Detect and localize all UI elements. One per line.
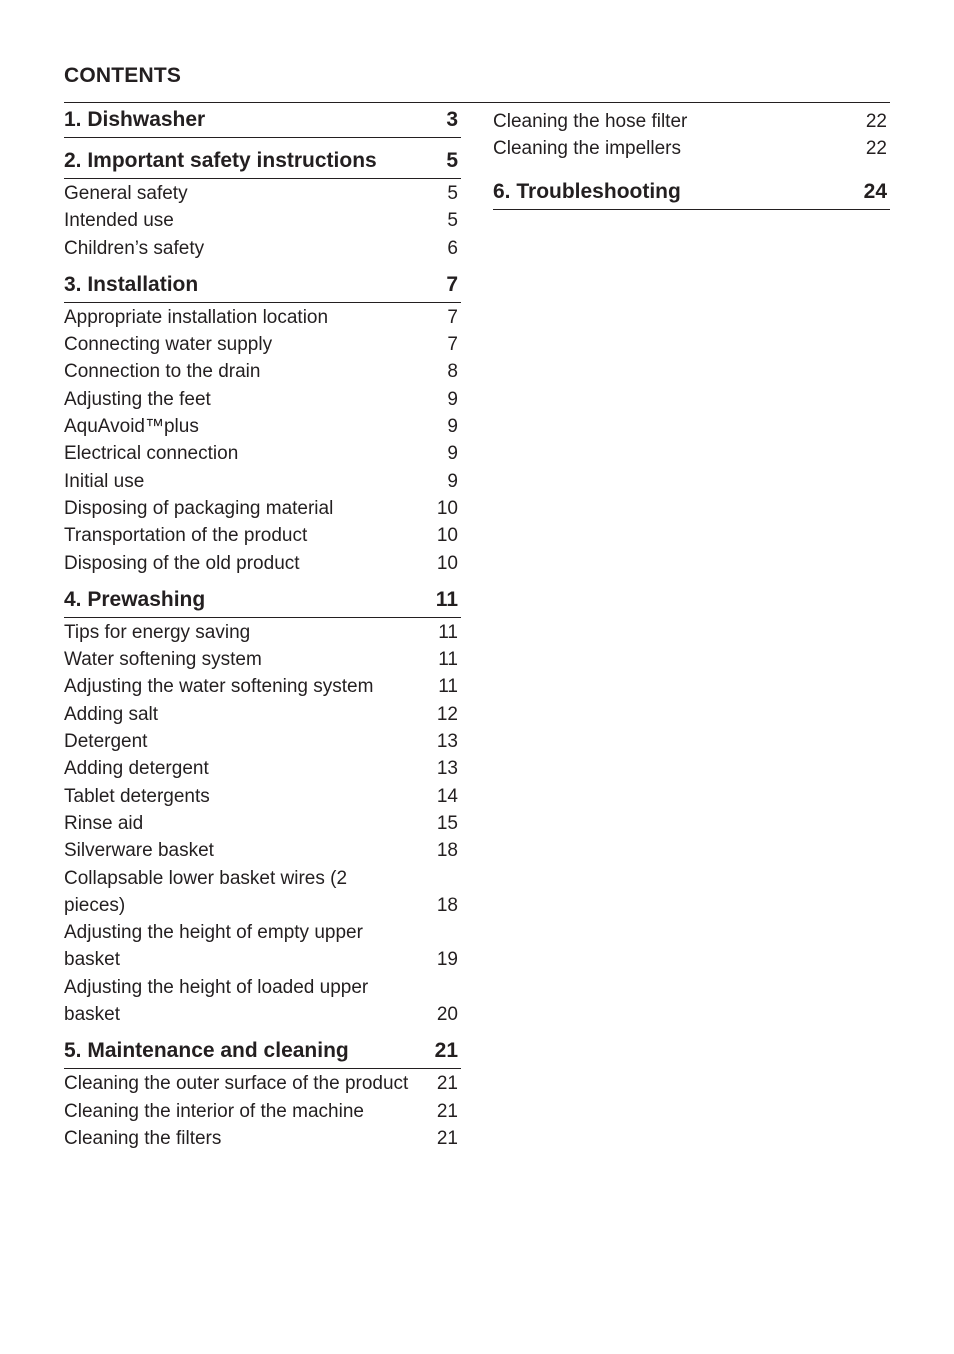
toc-entry-page: 7	[447, 334, 458, 356]
toc-entry[interactable]	[64, 495, 461, 522]
toc-entry[interactable]	[64, 974, 461, 1029]
section-heading-label: 1. Dishwasher	[64, 108, 206, 131]
toc-entry-label: Transportation of the product	[64, 525, 308, 547]
toc-entry[interactable]	[64, 865, 461, 920]
toc-entry[interactable]	[64, 619, 461, 646]
toc-entry-label: Silverware basket	[64, 840, 214, 862]
toc-entry-label: Appropriate installation location	[64, 306, 329, 328]
section-heading-page: 3	[446, 108, 458, 131]
section-heading-label: 2. Important safety instructions	[64, 149, 377, 172]
toc-entry-page: 12	[436, 703, 458, 725]
toc-entry[interactable]	[64, 180, 461, 207]
toc-entry-label: Adding salt	[64, 703, 159, 725]
toc-entry-label: Cleaning the outer surface of the product	[64, 1073, 409, 1095]
toc-entry-page: 20	[436, 1004, 458, 1026]
toc-entry-page: 19	[436, 949, 458, 971]
toc-entry-label: Connecting water supply	[64, 334, 273, 356]
section-heading-page: 7	[446, 272, 458, 296]
toc-entry-label: Cleaning the interior of the machine	[64, 1100, 364, 1122]
toc-entry[interactable]	[64, 331, 461, 358]
toc-section	[493, 175, 890, 210]
toc-entry[interactable]	[64, 358, 461, 385]
toc-section	[64, 268, 461, 577]
toc-entry-page: 18	[436, 894, 458, 916]
toc-entry-list	[64, 179, 461, 262]
toc-entry[interactable]	[64, 728, 461, 755]
toc-entry[interactable]	[64, 468, 461, 495]
toc-entry[interactable]	[64, 207, 461, 234]
section-heading-page: 21	[434, 1039, 458, 1063]
toc-entry-list	[64, 1069, 461, 1152]
toc-entry[interactable]	[64, 646, 461, 673]
toc-entry-label: Detergent	[64, 731, 148, 753]
toc-entry-page: 5	[447, 210, 458, 232]
toc-entry[interactable]	[64, 701, 461, 728]
toc-entry-label: AquAvoid™plus	[64, 416, 199, 438]
toc-entry-page: 22	[865, 138, 887, 160]
section-heading-label: 3. Installation	[64, 272, 199, 296]
toc-entry[interactable]	[493, 135, 890, 162]
toc-entry-label: Cleaning the impellers	[493, 138, 681, 160]
toc-entry[interactable]	[64, 440, 461, 467]
toc-entry-page: 5	[447, 183, 458, 204]
toc-entry-page: 21	[436, 1073, 458, 1095]
toc-entry-page: 11	[438, 649, 458, 671]
toc-section	[64, 1034, 461, 1152]
toc-entry[interactable]	[64, 919, 461, 974]
page-title: CONTENTS	[64, 64, 182, 87]
toc-entry-label: Tablet detergents	[64, 785, 210, 807]
toc-entry-page: 21	[436, 1127, 458, 1149]
toc-entry-list	[64, 303, 461, 577]
toc-entry-page: 13	[436, 758, 458, 780]
toc-entry-page: 21	[436, 1100, 458, 1122]
toc-entry-page: 10	[436, 552, 458, 574]
toc-entry[interactable]	[64, 304, 461, 331]
toc-left-column	[64, 103, 461, 1152]
toc-entry[interactable]	[64, 673, 461, 700]
toc-entry-label: Adjusting the height of empty upper basket	[64, 922, 363, 971]
toc-entry-page: 9	[447, 443, 458, 465]
toc-entry[interactable]	[64, 413, 461, 440]
toc-entry-page: 6	[447, 237, 458, 259]
toc-entry[interactable]	[64, 235, 461, 262]
toc-entry-page: 13	[436, 731, 458, 753]
toc-entry-label: Adjusting the feet	[64, 388, 211, 410]
toc-section-heading[interactable]	[493, 175, 890, 210]
toc-section-heading[interactable]	[64, 268, 461, 303]
toc-entry-label: Collapsable lower basket wires (2 pieces)	[64, 867, 348, 916]
toc-entry-page: 7	[447, 306, 458, 328]
toc-entry-page: 9	[447, 416, 458, 438]
toc-entry-page: 9	[447, 470, 458, 492]
toc-entry-label: Cleaning the hose filter	[493, 111, 688, 132]
section-heading-page: 5	[446, 149, 458, 172]
toc-entry-page: 14	[436, 785, 458, 807]
toc-entry[interactable]	[64, 755, 461, 782]
toc-section-heading[interactable]	[64, 583, 461, 618]
toc-section	[64, 583, 461, 1028]
section-spacer	[493, 163, 890, 175]
toc-entry-page: 9	[447, 388, 458, 410]
toc-entry-label: Disposing of packaging material	[64, 497, 334, 519]
toc-entry[interactable]	[64, 810, 461, 837]
toc-entry-label: Children’s safety	[64, 237, 205, 259]
toc-entry[interactable]	[64, 837, 461, 864]
toc-entry-page: 18	[436, 840, 458, 862]
toc-entry-label: Initial use	[64, 470, 145, 492]
section-heading-page: 24	[863, 179, 887, 203]
toc-entry-label: Electrical connection	[64, 443, 239, 465]
toc-entry[interactable]	[64, 1098, 461, 1125]
toc-section	[64, 103, 461, 138]
toc-entry-list	[64, 618, 461, 1028]
toc-entry[interactable]	[64, 1070, 461, 1097]
toc-right-column	[493, 103, 890, 210]
toc-entry[interactable]	[64, 386, 461, 413]
section-heading-label: 5. Maintenance and cleaning	[64, 1039, 349, 1063]
toc-section-heading[interactable]	[64, 144, 461, 179]
toc-entry[interactable]	[64, 783, 461, 810]
toc-section	[64, 144, 461, 262]
toc-entry-label: Connection to the drain	[64, 361, 261, 383]
toc-entry-page: 10	[436, 497, 458, 519]
toc-entry[interactable]	[64, 550, 461, 577]
section-heading-label: 4. Prewashing	[64, 587, 206, 611]
toc-entry-label: Adjusting the height of loaded upper basket	[64, 976, 369, 1026]
toc-entry-page: 8	[447, 361, 458, 383]
toc-entry-page: 11	[438, 621, 458, 643]
toc-entry-page: 15	[436, 812, 458, 834]
toc-entry-page: 11	[438, 676, 458, 698]
toc-entry[interactable]	[64, 1125, 461, 1152]
toc-entry[interactable]	[64, 522, 461, 549]
toc-continued-list	[493, 103, 890, 163]
toc-entry-label: Intended use	[64, 210, 174, 232]
toc-entry-label: Disposing of the old product	[64, 552, 300, 574]
section-heading-page: 11	[435, 587, 458, 611]
toc-entry-label: Tips for energy saving	[64, 621, 251, 643]
toc-entry-label: Cleaning the filters	[64, 1127, 222, 1149]
toc-entry-label: General safety	[64, 183, 188, 204]
toc-entry-label: Adjusting the water softening system	[64, 676, 374, 698]
toc-entry[interactable]	[493, 108, 890, 135]
toc-entry-page: 22	[865, 111, 887, 132]
toc-entry-label: Adding detergent	[64, 758, 209, 780]
section-heading-label: 6. Troubleshooting	[493, 179, 681, 203]
toc-section-heading[interactable]	[64, 103, 461, 138]
toc-entry-label: Water softening system	[64, 649, 262, 671]
toc-entry-page: 10	[436, 525, 458, 547]
toc-section-heading[interactable]	[64, 1034, 461, 1069]
toc-entry-label: Rinse aid	[64, 812, 144, 834]
